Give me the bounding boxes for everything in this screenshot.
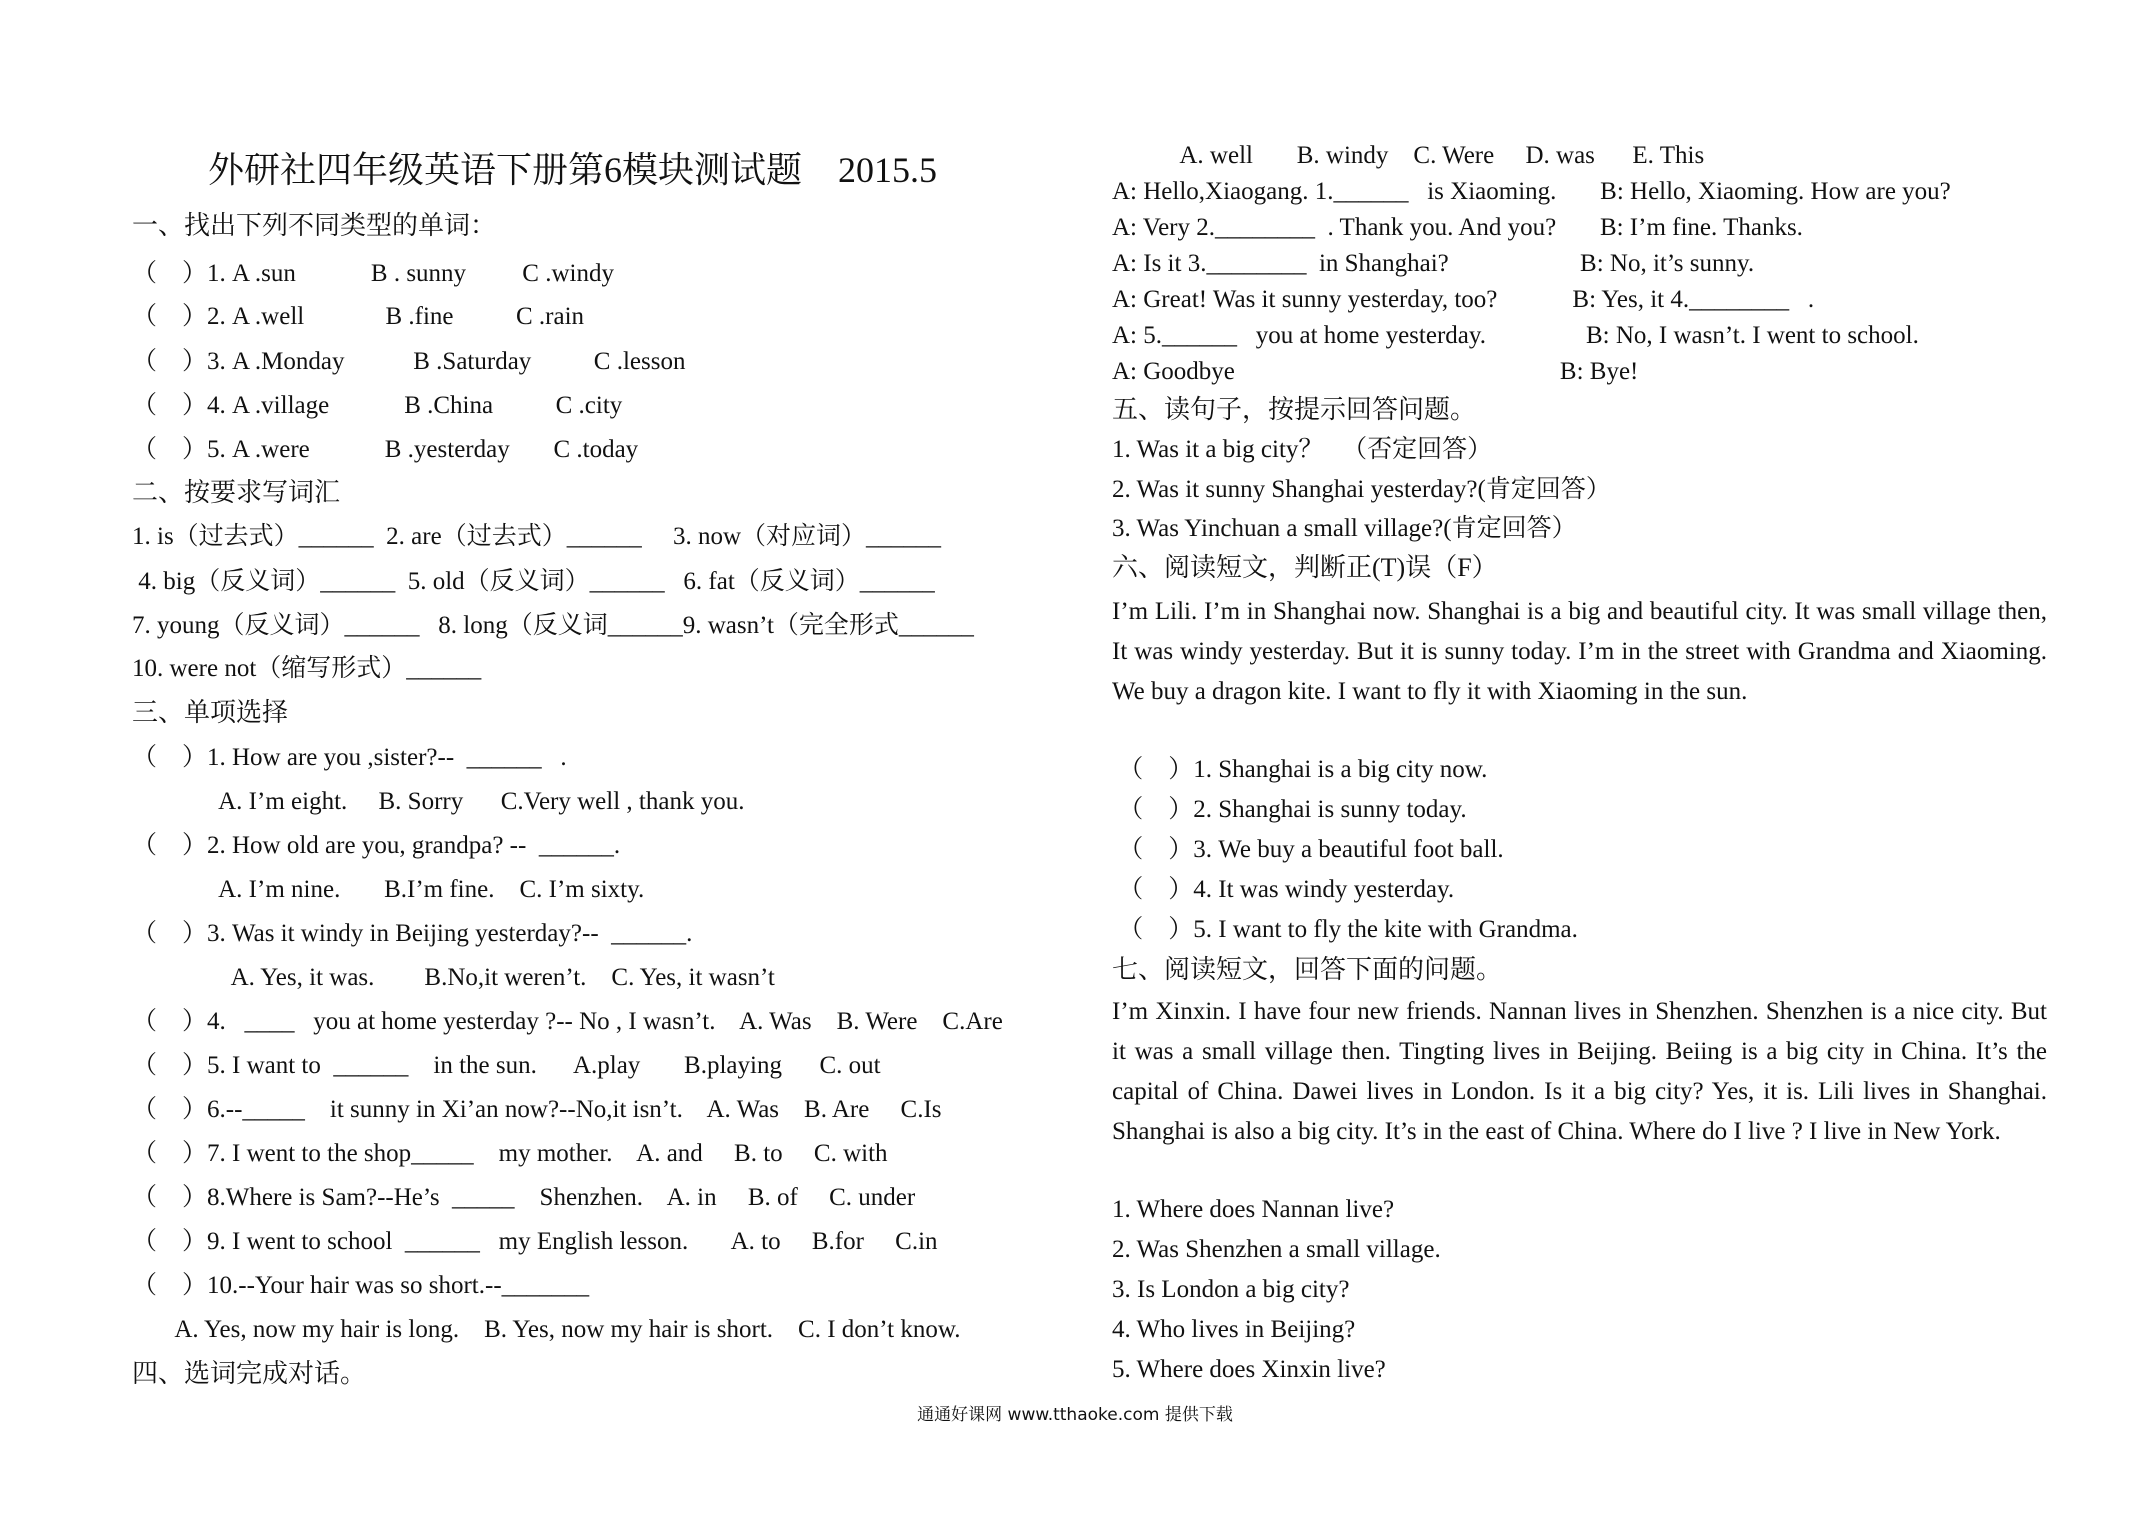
true-false-item: （ ）5. I want to fly the kite with Grandma. bbox=[1112, 916, 1578, 943]
true-false-item: （ ）2. Shanghai is sunny today. bbox=[1112, 796, 1467, 823]
question-line: 7. young（反义词）______ 8. long（反义词______9. wasn’t（完全形式______ bbox=[132, 612, 974, 639]
question-line: 10. were not（缩写形式）______ bbox=[132, 655, 482, 682]
section-7-heading: 七、阅读短文，回答下面的问题。 bbox=[1112, 955, 1503, 984]
section-1-heading: 一、找出下列不同类型的单词： bbox=[132, 211, 497, 240]
dialogue-line: A: Great! Was it sunny yesterday, too? B: Yes, it 4.________ . bbox=[1112, 286, 1815, 313]
question-line: （ ）1. A .sun B . sunny C .windy bbox=[132, 260, 614, 287]
page-title: 外研社四年级英语下册第6模块测试题 2015.5 bbox=[208, 150, 938, 190]
reading-passage-1: I’m Lili. I’m in Shanghai now. Shanghai is a big and beautiful city. It was small village then, It was windy yesterday. But it is sunny today. I’m in the street with Grandma and Xiaoming. We buy a dragon kite. I want to fly it with Xiaoming in the sun. bbox=[1112, 598, 2047, 705]
question-line: （ ）9. I went to school ______ my English lesson. A. to B.for C.in bbox=[132, 1228, 938, 1255]
question-line: （ ）8.Where is Sam?--He’s _____ Shenzhen. A. in B. of C. under bbox=[132, 1184, 916, 1211]
question-line: 5. Where does Xinxin live? bbox=[1112, 1356, 1386, 1383]
word-bank: A. well B. windy C. Were D. was E. This bbox=[1112, 142, 1705, 169]
question-line: （ ）3. Was it windy in Beijing yesterday?-- ______. bbox=[132, 920, 693, 947]
question-line: （ ）10.--Your hair was so short.--_______ bbox=[132, 1272, 590, 1299]
reading-passage-2: I’m Xinxin. I have four new friends. Nannan lives in Shenzhen. Shenzhen is a nice city. But it was a small village then. Tingting lives in Beijing. Beiing is a big city in China. It’s the capital of China. Dawei lives in London. Is it a big city? Yes, it is. Lili lives in Shanghai. Shanghai is also a big city. It’s in the east of China. Where do I live ? I live in New York. bbox=[1112, 998, 2047, 1145]
options-line: A. Yes, it was. B.No,it weren’t. C. Yes, it wasn’t bbox=[132, 964, 775, 991]
question-line: 2. Was it sunny Shanghai yesterday?(肯定回答） bbox=[1112, 476, 1611, 503]
section-6-heading: 六、阅读短文，判断正(T)误（F） bbox=[1112, 553, 1498, 582]
dialogue-line: A: Very 2.________ . Thank you. And you? B: I’m fine. Thanks. bbox=[1112, 214, 1803, 241]
true-false-item: （ ）1. Shanghai is a big city now. bbox=[1112, 756, 1488, 783]
question-line: （ ）5. A .were B .yesterday C .today bbox=[132, 436, 639, 463]
question-line: 1. Was it a big city？ （否定回答） bbox=[1112, 436, 1493, 463]
dialogue-line: A: Hello,Xiaogang. 1.______ is Xiaoming. B: Hello, Xiaoming. How are you? bbox=[1112, 178, 1951, 205]
section-2-heading: 二、按要求写词汇 bbox=[132, 478, 341, 507]
question-line: （ ）4. A .village B .China C .city bbox=[132, 392, 623, 419]
question-line: （ ）4. ____ you at home yesterday ?-- No , I wasn’t. A. Was B. Were C.Are bbox=[132, 1008, 1003, 1035]
question-line: （ ）2. How old are you, grandpa? -- ______. bbox=[132, 832, 621, 859]
options-line: A. Yes, now my hair is long. B. Yes, now my hair is short. C. I don’t know. bbox=[132, 1316, 961, 1343]
dialogue-line: A: 5.______ you at home yesterday. B: No, I wasn’t. I went to school. bbox=[1112, 322, 1919, 349]
question-line: （ ）2. A .well B .fine C .rain bbox=[132, 303, 585, 330]
question-line: 1. is（过去式）______ 2. are（过去式）______ 3. now（对应词）______ bbox=[132, 523, 941, 550]
true-false-item: （ ）3. We buy a beautiful foot ball. bbox=[1112, 836, 1504, 863]
question-line: （ ）6.--_____ it sunny in Xi’an now?--No,it isn’t. A. Was B. Are C.Is bbox=[132, 1096, 942, 1123]
question-line: 2. Was Shenzhen a small village. bbox=[1112, 1236, 1441, 1263]
dialogue-line: A: Is it 3.________ in Shanghai? B: No, it’s sunny. bbox=[1112, 250, 1755, 277]
question-line: （ ）7. I went to the shop_____ my mother. A. and B. to C. with bbox=[132, 1140, 888, 1167]
question-line: 3. Is London a big city? bbox=[1112, 1276, 1350, 1303]
question-line: 1. Where does Nannan live? bbox=[1112, 1196, 1395, 1223]
section-5-heading: 五、读句子，按提示回答问题。 bbox=[1112, 395, 1477, 424]
section-3-heading: 三、单项选择 bbox=[132, 698, 289, 727]
question-line: （ ）1. How are you ,sister?-- ______ . bbox=[132, 744, 567, 771]
question-line: 4. big（反义词）______ 5. old（反义词）______ 6. fat（反义词）______ bbox=[132, 568, 935, 595]
footer-credit: 通通好课网 www.tthaoke.com 提供下载 bbox=[917, 1405, 1233, 1425]
options-line: A. I’m eight. B. Sorry C.Very well , thank you. bbox=[132, 788, 745, 815]
dialogue-line: A: Goodbye B: Bye! bbox=[1112, 358, 1639, 385]
question-line: 3. Was Yinchuan a small village?(肯定回答） bbox=[1112, 515, 1577, 542]
section-4-heading: 四、选词完成对话。 bbox=[132, 1359, 367, 1388]
true-false-item: （ ）4. It was windy yesterday. bbox=[1112, 876, 1455, 903]
question-line: 4. Who lives in Beijing? bbox=[1112, 1316, 1356, 1343]
question-line: （ ）5. I want to ______ in the sun. A.play B.playing C. out bbox=[132, 1052, 881, 1079]
question-line: （ ）3. A .Monday B .Saturday C .lesson bbox=[132, 348, 686, 375]
options-line: A. I’m nine. B.I’m fine. C. I’m sixty. bbox=[132, 876, 645, 903]
